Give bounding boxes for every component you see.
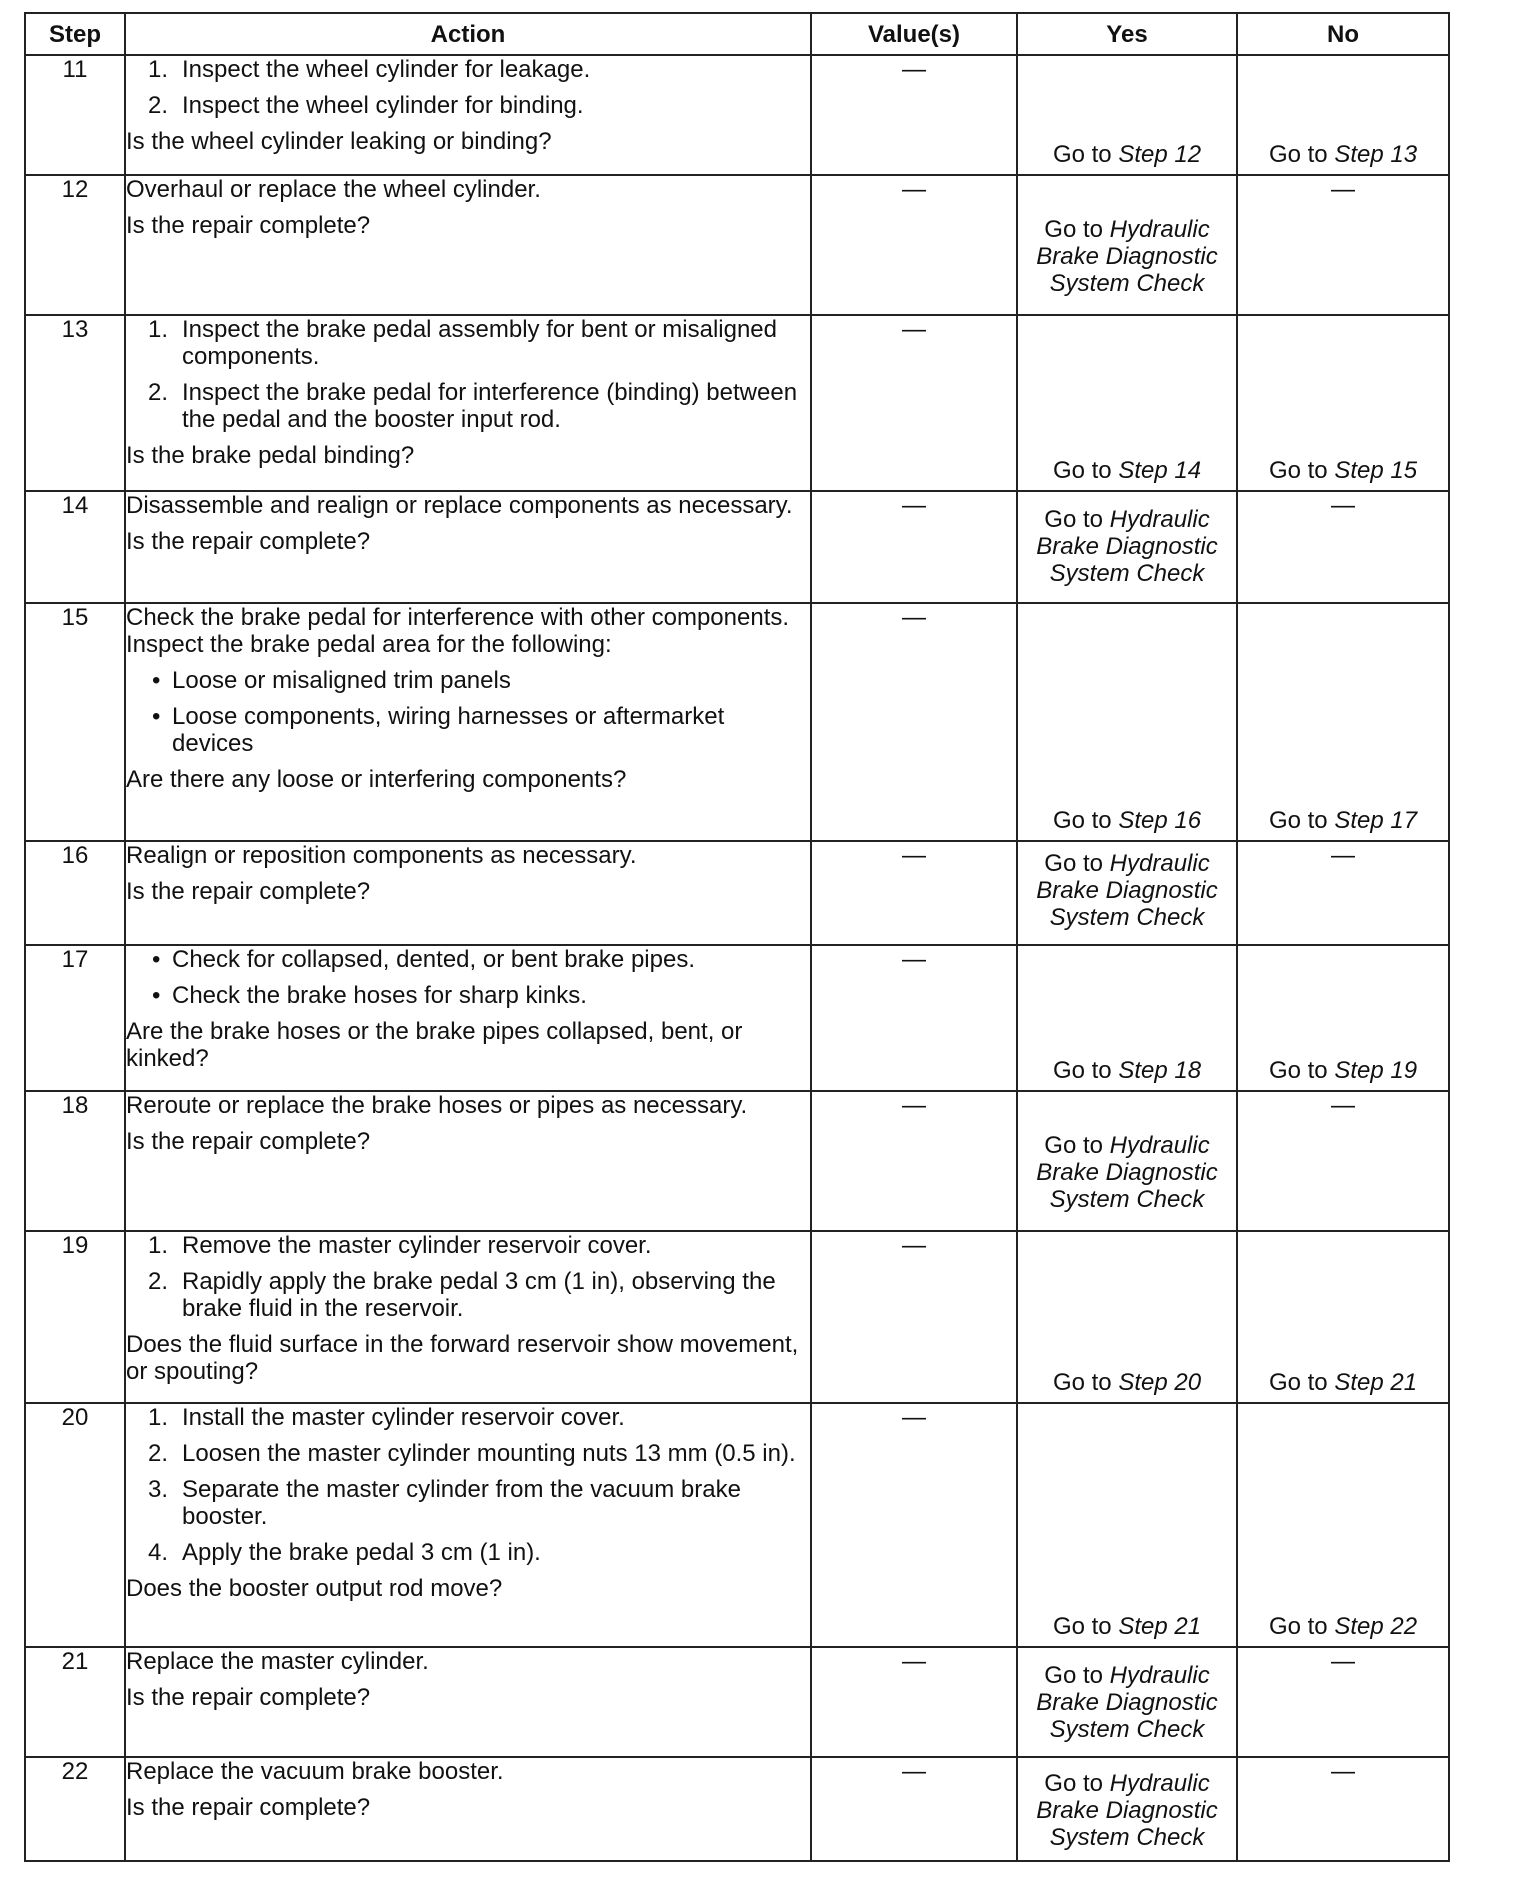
goto-text: Go to (1268, 457, 1328, 484)
action-question: Is the wheel cylinder leaking or binding? (126, 128, 552, 155)
goto-text: Go to (1044, 1662, 1103, 1689)
no-step-link[interactable]: Step 19 (1334, 1057, 1418, 1084)
no-cell (1237, 603, 1449, 841)
action-cell: Check the brake pedal for interference with other components. Inspect the brake pedal area for the following: • Loose or misaligned trim panels • Loose components, wiring harnesses or aftermarket devices Are there any loose or interfering components? (125, 603, 811, 841)
goto-text: Go to (1052, 1369, 1112, 1396)
hydraulic-check-link-line3[interactable]: System Check (1049, 560, 1205, 587)
action-question: Is the repair complete? (126, 1128, 371, 1155)
action-bullet: Loose components, wiring harnesses or aftermarket devices (172, 703, 725, 757)
hydraulic-check-link[interactable]: Hydraulic (1109, 1662, 1210, 1689)
yes-step-link[interactable]: Step 21 (1118, 1613, 1202, 1640)
header-action: Action (125, 13, 811, 55)
value-cell: — (811, 1091, 1017, 1231)
action-item: Separate the master cylinder from the vacuum brake booster. (182, 1476, 741, 1530)
goto-text: Go to (1052, 141, 1112, 168)
table-row (25, 1647, 1449, 1757)
value-cell: — (811, 55, 1017, 175)
step-number: 11 (25, 55, 125, 175)
hydraulic-check-link-line3[interactable]: System Check (1049, 1716, 1205, 1743)
hydraulic-check-link[interactable]: Hydraulic (1109, 1132, 1210, 1159)
goto-text: Go to (1052, 807, 1112, 834)
header-step: Step (25, 13, 125, 55)
table-row (25, 1091, 1449, 1231)
no-step-link[interactable]: Step 13 (1334, 141, 1418, 168)
yes-step-link[interactable]: Step 18 (1118, 1057, 1202, 1084)
no-cell (1237, 1403, 1449, 1647)
action-question: Are there any loose or interfering components? (126, 766, 627, 793)
action-item: Inspect the brake pedal for interference (binding) between the pedal and the booster input rod. (182, 379, 798, 433)
action-item: Inspect the brake pedal assembly for bent or misaligned components. (182, 316, 777, 370)
no-cell (1237, 55, 1449, 175)
table-row (25, 945, 1449, 1091)
goto-text: Go to (1052, 1057, 1112, 1084)
table-row (25, 315, 1449, 491)
value-cell: — (811, 1231, 1017, 1403)
yes-cell (1017, 1091, 1237, 1231)
yes-step-link[interactable]: Step 20 (1118, 1369, 1202, 1396)
yes-cell (1017, 55, 1237, 175)
value-cell: — (811, 1647, 1017, 1757)
goto-text: Go to (1268, 1057, 1328, 1084)
no-cell (1237, 315, 1449, 491)
value-cell: — (811, 603, 1017, 841)
yes-step-link[interactable]: Step 14 (1118, 457, 1202, 484)
value-cell: — (811, 1403, 1017, 1647)
no-cell: — (1237, 175, 1449, 315)
action-text: Disassemble and realign or replace components as necessary. (126, 492, 793, 519)
goto-text: Go to (1052, 457, 1112, 484)
yes-cell (1017, 1647, 1237, 1757)
hydraulic-check-link-line2[interactable]: Brake Diagnostic (1036, 243, 1218, 270)
goto-text: Go to (1044, 1132, 1103, 1159)
value-cell: — (811, 315, 1017, 491)
hydraulic-check-link-line3[interactable]: System Check (1049, 904, 1205, 931)
action-item: Install the master cylinder reservoir cover. (182, 1404, 625, 1431)
no-cell: — (1237, 1757, 1449, 1861)
table-row (25, 1231, 1449, 1403)
hydraulic-check-link-line3[interactable]: System Check (1049, 1186, 1205, 1213)
action-cell: 1. Install the master cylinder reservoir cover. 2. Loosen the master cylinder mounting nuts 13 mm (0.5 in). 3. Separate the master cylinder from the vacuum brake booster. 4. Apply the brake pedal 3 cm (1 in). Does the booster output rod move? (125, 1403, 811, 1647)
hydraulic-check-link-line2[interactable]: Brake Diagnostic (1036, 877, 1218, 904)
action-item: Inspect the wheel cylinder for leakage. (182, 56, 591, 83)
yes-cell (1017, 1403, 1237, 1647)
yes-cell (1017, 1757, 1237, 1861)
yes-step-link[interactable]: Step 12 (1118, 141, 1202, 168)
action-question: Is the repair complete? (126, 212, 371, 239)
hydraulic-check-link[interactable]: Hydraulic (1109, 506, 1210, 533)
no-cell: — (1237, 1091, 1449, 1231)
hydraulic-check-link[interactable]: Hydraulic (1109, 1770, 1210, 1797)
action-cell: • Check for collapsed, dented, or bent brake pipes. • Check the brake hoses for sharp kinks. Are the brake hoses or the brake pipes collapsed, bent, or kinked? (125, 945, 811, 1091)
step-number: 16 (25, 841, 125, 945)
action-bullet: Loose or misaligned trim panels (172, 667, 511, 694)
table-row (25, 1403, 1449, 1647)
action-cell (125, 175, 811, 315)
value-cell: — (811, 175, 1017, 315)
header-no: No (1237, 13, 1449, 55)
yes-step-link[interactable]: Step 16 (1118, 807, 1202, 834)
header-yes: Yes (1017, 13, 1237, 55)
goto-text: Go to (1044, 216, 1103, 243)
diagnostic-table (24, 12, 1450, 1862)
no-cell (1237, 945, 1449, 1091)
no-cell (1237, 1231, 1449, 1403)
goto-text: Go to (1044, 506, 1103, 533)
step-number: 22 (25, 1757, 125, 1861)
action-item: Loosen the master cylinder mounting nuts 13 mm (0.5 in). (182, 1440, 796, 1467)
action-question: Is the repair complete? (126, 878, 371, 905)
action-question: Does the booster output rod move? (126, 1575, 503, 1602)
value-cell: — (811, 491, 1017, 603)
goto-text: Go to (1268, 1369, 1328, 1396)
goto-text: Go to (1268, 141, 1328, 168)
yes-cell (1017, 175, 1237, 315)
no-cell: — (1237, 1647, 1449, 1757)
hydraulic-check-link-line2[interactable]: Brake Diagnostic (1036, 533, 1218, 560)
action-question: Is the repair complete? (126, 528, 371, 555)
no-cell: — (1237, 491, 1449, 603)
action-cell (125, 491, 811, 603)
goto-text: Go to (1044, 1770, 1103, 1797)
action-question: Is the brake pedal binding? (126, 442, 415, 469)
action-text: Overhaul or replace the wheel cylinder. (126, 176, 541, 203)
step-number: 18 (25, 1091, 125, 1231)
step-number: 15 (25, 603, 125, 841)
hydraulic-check-link-line2[interactable]: Brake Diagnostic (1036, 1797, 1218, 1824)
yes-cell (1017, 1231, 1237, 1403)
hydraulic-check-link-line3[interactable]: System Check (1049, 1824, 1205, 1851)
action-cell (125, 841, 811, 945)
hydraulic-check-link-line2[interactable]: Brake Diagnostic (1036, 1159, 1218, 1186)
action-item: Inspect the wheel cylinder for binding. (182, 92, 584, 119)
step-number: 12 (25, 175, 125, 315)
action-text: Realign or reposition components as necessary. (126, 842, 637, 869)
yes-cell (1017, 841, 1237, 945)
action-bullet: Check for collapsed, dented, or bent brake pipes. (172, 946, 695, 973)
action-item: Remove the master cylinder reservoir cover. (182, 1232, 652, 1259)
no-step-link[interactable]: Step 17 (1334, 807, 1418, 834)
hydraulic-check-link[interactable]: Hydraulic (1109, 216, 1210, 243)
hydraulic-check-link-line2[interactable]: Brake Diagnostic (1036, 1689, 1218, 1716)
step-number: 14 (25, 491, 125, 603)
action-text: Replace the vacuum brake booster. (126, 1758, 504, 1785)
table-row (25, 1757, 1449, 1861)
goto-text: Go to (1044, 850, 1103, 877)
yes-cell (1017, 315, 1237, 491)
action-question: Does the fluid surface in the forward reservoir show movement, or spouting? (126, 1331, 799, 1385)
goto-text: Go to (1268, 1613, 1328, 1640)
goto-text: Go to (1268, 807, 1328, 834)
action-text: Check the brake pedal for interference with other components. Inspect the brake pedal area for the following: (126, 604, 790, 658)
step-number: 19 (25, 1231, 125, 1403)
action-item: Apply the brake pedal 3 cm (1 in). (182, 1539, 541, 1566)
goto-text: Go to (1052, 1613, 1112, 1640)
action-item: Rapidly apply the brake pedal 3 cm (1 in), observing the brake fluid in the reservoir. (182, 1268, 776, 1322)
yes-cell (1017, 603, 1237, 841)
yes-cell (1017, 491, 1237, 603)
no-step-link[interactable]: Step 22 (1334, 1613, 1418, 1640)
action-question: Is the repair complete? (126, 1684, 371, 1711)
step-number: 17 (25, 945, 125, 1091)
table-row (25, 175, 1449, 315)
no-step-link[interactable]: Step 15 (1334, 457, 1418, 484)
value-cell: — (811, 841, 1017, 945)
table-row (25, 491, 1449, 603)
action-text: Reroute or replace the brake hoses or pipes as necessary. (126, 1092, 748, 1119)
hydraulic-check-link[interactable]: Hydraulic (1109, 850, 1210, 877)
header-value: Value(s) (811, 13, 1017, 55)
no-step-link[interactable]: Step 21 (1334, 1369, 1418, 1396)
value-cell: — (811, 1757, 1017, 1861)
table-row (25, 603, 1449, 841)
hydraulic-check-link-line3[interactable]: System Check (1049, 270, 1205, 297)
action-bullet: Check the brake hoses for sharp kinks. (172, 982, 587, 1009)
action-cell (125, 1757, 811, 1861)
action-cell: 1. Remove the master cylinder reservoir cover. 2. Rapidly apply the brake pedal 3 cm (1 in), observing the brake fluid in the reservoir. Does the fluid surface in the forward reservoir show movement, or spouting? (125, 1231, 811, 1403)
step-number: 21 (25, 1647, 125, 1757)
step-number: 20 (25, 1403, 125, 1647)
action-cell (125, 1091, 811, 1231)
yes-cell (1017, 945, 1237, 1091)
action-cell (125, 1647, 811, 1757)
table-row (25, 841, 1449, 945)
action-text: Replace the master cylinder. (126, 1648, 429, 1675)
header-row (25, 13, 1449, 55)
no-cell: — (1237, 841, 1449, 945)
action-cell: 1. Inspect the brake pedal assembly for bent or misaligned components. 2. Inspect the brake pedal for interference (binding) between the pedal and the booster input rod. Is the brake pedal binding? (125, 315, 811, 491)
value-cell: — (811, 945, 1017, 1091)
step-number: 13 (25, 315, 125, 491)
action-cell: 1. Inspect the wheel cylinder for leakage. 2. Inspect the wheel cylinder for binding. Is the wheel cylinder leaking or binding? (125, 55, 811, 175)
action-question: Is the repair complete? (126, 1794, 371, 1821)
table-row (25, 55, 1449, 175)
action-question: Are the brake hoses or the brake pipes collapsed, bent, or kinked? (126, 1018, 743, 1072)
